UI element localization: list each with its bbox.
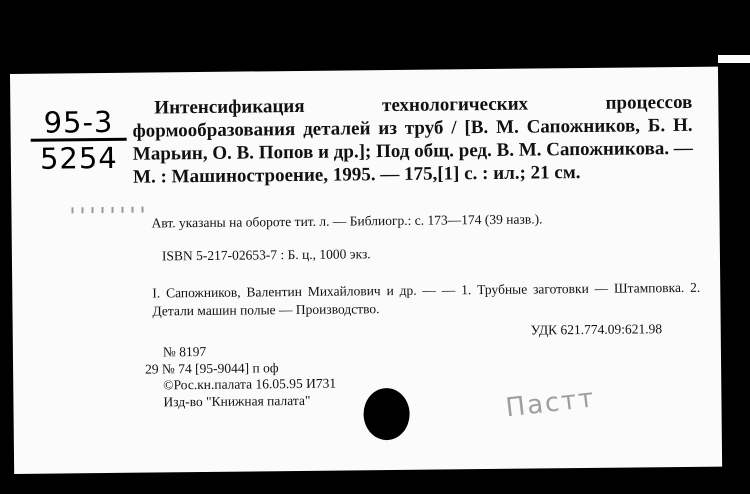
udk-code: УДК 621.774.09:621.98	[530, 321, 663, 338]
record-number: № 8197	[162, 343, 207, 360]
call-number	[30, 104, 127, 176]
call-number-top: 95-3	[30, 107, 126, 142]
book-chamber-line: ©Рос.кн.палата 16.05.95 И731	[163, 375, 337, 393]
isbn-line: ISBN 5-217-02653-7 : Б. ц., 1000 экз.	[161, 246, 371, 264]
scan-edge	[718, 55, 750, 63]
call-number-bottom: 5254	[39, 140, 118, 176]
ink-blot	[363, 388, 410, 440]
bibliographic-notes: Авт. указаны на обороте тит. л. — Библиогр.: с. 173—174 (39 назв.).	[151, 211, 543, 231]
bibliographic-description: Интенсификация технологических процессов формообразования деталей из труб / [В. М. Сапожников, Б. Н. Марьин, О. В. Попов и др.]; Под общ. ред. В. М. Сапожникова. — М. : Машиностроение, 1995. — 175,[1] с. : ил.; 21 см.	[132, 91, 693, 188]
dotted-mark	[71, 207, 151, 214]
catalog-card	[10, 67, 722, 474]
subject-tracings: I. Сапожников, Валентин Михайлович и др. — — 1. Трубные заготовки — Штамповка. 2. Детали машин полые — Производство.	[152, 279, 701, 319]
publisher-line: Изд-во "Книжная палата"	[163, 392, 311, 410]
faint-stamp: Пастт	[504, 383, 597, 424]
order-line: 29 № 74 [95-9044] п оф	[145, 360, 279, 377]
